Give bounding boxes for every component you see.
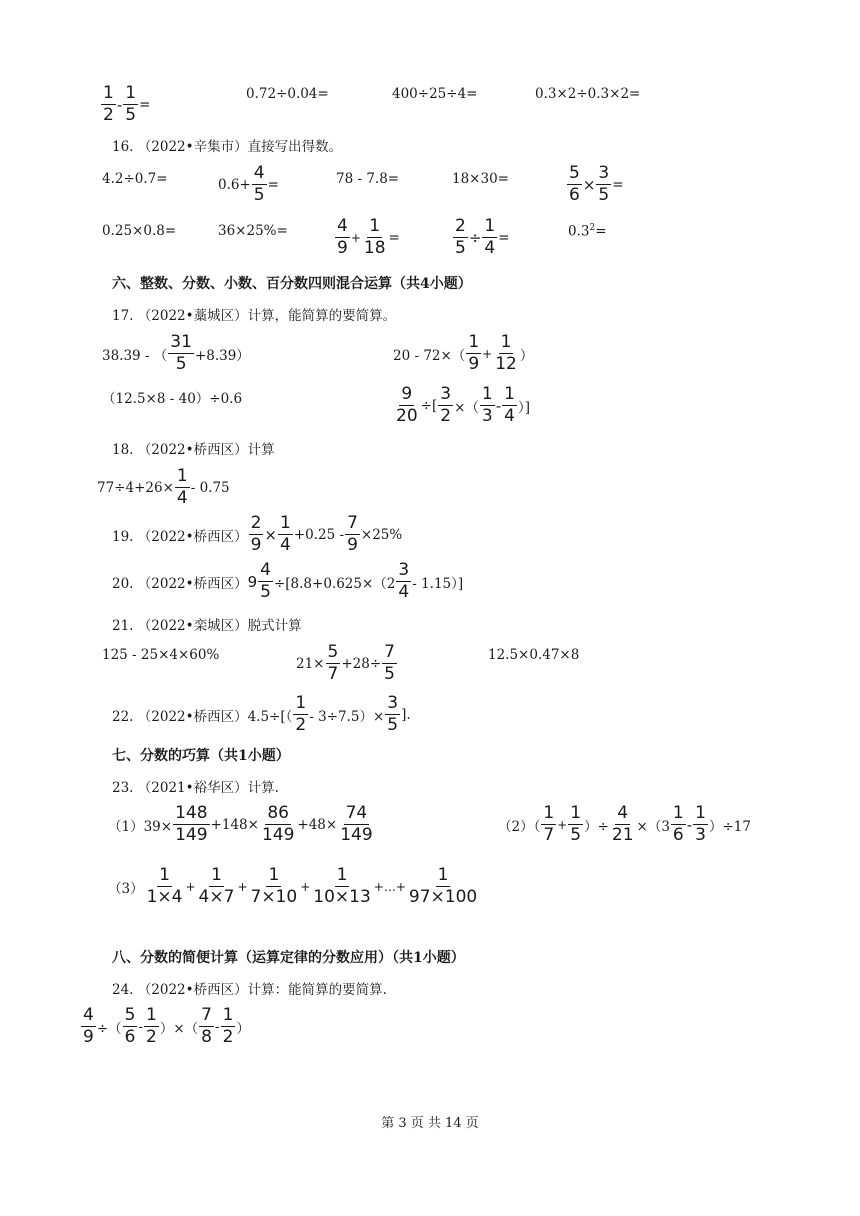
q16-expr-9: $\frac{2}{5}$ ÷ $\frac{1}{4}$ =	[455, 216, 510, 258]
question-16-title: 16. （2022•辛集市）直接写出得数。	[112, 139, 343, 155]
q21-expr-3: 12.5×0.47×8	[488, 647, 580, 663]
q17-expr-4: $\frac{9}{20}$ ÷[ $\frac{3}{2}$ ×（ 1 3 - 1 4 ）]	[396, 384, 530, 426]
fraction: $\frac{1}{12}$	[495, 332, 517, 374]
q23-part-2: （2）（ 1 7 + $\frac{1}{5}$ ）÷ $\frac{4}{21}$ ×（3 1 6 - 1 3 ）÷17	[498, 803, 751, 845]
fraction: $\frac{1}{18}$	[363, 216, 386, 258]
q16-expr-8: 4 9 + $\frac{1}{18}$ =	[337, 216, 400, 258]
fraction: $\frac{4}{9}$	[83, 1005, 94, 1047]
q16-expr-7: 36×25%=	[218, 223, 288, 239]
fraction: $\frac{1}{5}$	[570, 803, 582, 845]
q24-expr: $\frac{4}{9}$ ÷（ 5 6 - 1 2 ）×（ 7 8 - 1 2 ）	[83, 1005, 250, 1047]
fraction: $\frac{4}{5}$	[253, 163, 265, 205]
q16-expr-2: 0.6+ $\frac{4}{5}$ =	[218, 163, 279, 205]
question-18-title: 18. （2022•桥西区）计算	[112, 442, 275, 458]
fraction: 31 5	[170, 332, 192, 374]
fraction: $\frac{1}{4\times 7}$	[198, 865, 235, 907]
fraction: $\frac{5}{7}$	[327, 642, 339, 684]
fraction: 5 6	[124, 1005, 136, 1047]
fraction: 1 2	[295, 693, 307, 735]
fraction: 1 2	[146, 1005, 157, 1047]
mixed-number: 9 4 5	[247, 560, 271, 602]
fraction: 1 9	[468, 332, 480, 374]
fraction: $\frac{5}{6}$	[569, 163, 580, 205]
question-20: 20. （2022•桥西区） 9 4 5 ÷[8.8+0.625×（2 3 4 - 1.15）]	[112, 560, 464, 602]
expr-row0-d: 0.3×2÷0.3×2=	[535, 86, 641, 102]
q17-expr-3: （12.5×8 - 40）÷0.6	[102, 391, 243, 407]
fraction: $\frac{86}{149}$	[261, 803, 295, 845]
fraction: $\frac{1}{4}$	[280, 513, 291, 555]
fraction: $\frac{7}{9}$	[347, 513, 358, 555]
expr-row0-b: 0.72÷0.04=	[246, 86, 329, 102]
question-21-title: 21. （2022•栾城区）脱式计算	[112, 618, 302, 634]
fraction: 1 1×4	[146, 865, 183, 907]
question-23-title: 23. （2021•裕华区）计算.	[112, 780, 279, 796]
fraction: $\frac{1}{4}$	[484, 216, 496, 258]
fraction: 3 4	[398, 560, 410, 602]
question-24-title: 24. （2022•桥西区）计算：能简算的要简算.	[112, 982, 387, 998]
q23-part-3: （3） 1 1×4 + $\frac{1}{4\times 7}$ + $\frac{1}{7\times 10}$ + $\frac{1}{10\times 13}$ +…+ $\frac{1}{97\times 100}$	[108, 865, 478, 907]
q23-part-1: （1）39× $\frac{148}{149}$ +148× $\frac{86}{149}$ +48× $\frac{74}{149}$	[108, 803, 373, 845]
fraction: $\frac{2}{5}$	[455, 216, 466, 258]
fraction: $\frac{3}{5}$	[387, 693, 399, 735]
fraction: 1 3	[481, 384, 493, 426]
fraction: 1 2	[103, 83, 114, 125]
fraction: $\frac{1}{7\times 10}$	[250, 865, 298, 907]
section-6-heading: 六、整数、分数、小数、百分数四则混合运算（共4小题）	[112, 276, 472, 292]
fraction: $\frac{1}{10\times 13}$	[313, 865, 371, 907]
q16-expr-1: 4.2÷0.7=	[102, 171, 168, 187]
q17-expr-2: 20 - 72×（ 1 9 + $\frac{1}{12}$ ）	[393, 332, 534, 374]
fraction: $\frac{1}{5}$	[125, 83, 137, 125]
fraction: 1 3	[695, 803, 706, 845]
q21-expr-2: 21× $\frac{5}{7}$ +28÷ $\frac{7}{5}$	[296, 642, 395, 684]
fraction: $\frac{74}{149}$	[340, 803, 373, 845]
q16-expr-4: 18×30=	[452, 171, 509, 187]
fraction: $\frac{7}{5}$	[384, 642, 395, 684]
fraction: $\frac{3}{2}$	[440, 384, 452, 426]
fraction: 7 8	[201, 1005, 212, 1047]
q16-expr-10: $0.3^2=$	[568, 223, 607, 240]
fraction: $\frac{3}{5}$	[598, 163, 610, 205]
fraction: $\frac{1}{97\times 100}$	[408, 865, 478, 907]
q17-expr-1: 38.39 - （ 31 5 +8.39）	[102, 332, 250, 374]
fraction: 1 7	[543, 803, 555, 845]
q16-expr-6: 0.25×0.8=	[102, 223, 177, 239]
fraction: $\frac{1}{4}$	[176, 466, 188, 508]
fraction: 1 6	[672, 803, 684, 845]
fraction: 1 4	[504, 384, 515, 426]
expr-row0-a: 1 2 - $\frac{1}{5}$ =	[103, 83, 151, 125]
question-19: 19. （2022•桥西区） $\frac{2}{9}$ × $\frac{1}{4}$ +0.25 - $\frac{7}{9}$ ×25%	[112, 513, 403, 555]
q16-expr-5: $\frac{5}{6}$ × $\frac{3}{5}$ =	[569, 163, 624, 205]
fraction: $\frac{4}{21}$	[611, 803, 634, 845]
fraction: 4 5	[260, 560, 271, 602]
question-22: 22. （2022•桥西区）4.5÷[（ 1 2 - 3÷7.5）× $\frac{3}{5}$ ].	[112, 693, 411, 735]
section-8-heading: 八、分数的简便计算（运算定律的分数应用）（共1小题）	[112, 950, 465, 966]
q21-expr-1: 125 - 25×4×60%	[102, 647, 220, 663]
section-7-heading: 七、分数的巧算（共1小题）	[112, 748, 290, 764]
q16-expr-3: 78 - 7.8=	[336, 171, 400, 187]
fraction: 1 2	[222, 1005, 234, 1047]
fraction: $\frac{2}{9}$	[250, 513, 262, 555]
fraction: $\frac{9}{20}$	[396, 384, 418, 426]
question-17-title: 17. （2022•藁城区）计算，能简算的要简算。	[112, 308, 397, 324]
page-footer: 第 3 页 共 14 页	[381, 1116, 479, 1131]
q18-expr: 77÷4+26× $\frac{1}{4}$ - 0.75	[97, 466, 230, 508]
fraction: 4 9	[337, 216, 348, 258]
fraction: $\frac{148}{149}$	[175, 803, 208, 845]
expr-row0-c: 400÷25÷4=	[392, 86, 478, 102]
